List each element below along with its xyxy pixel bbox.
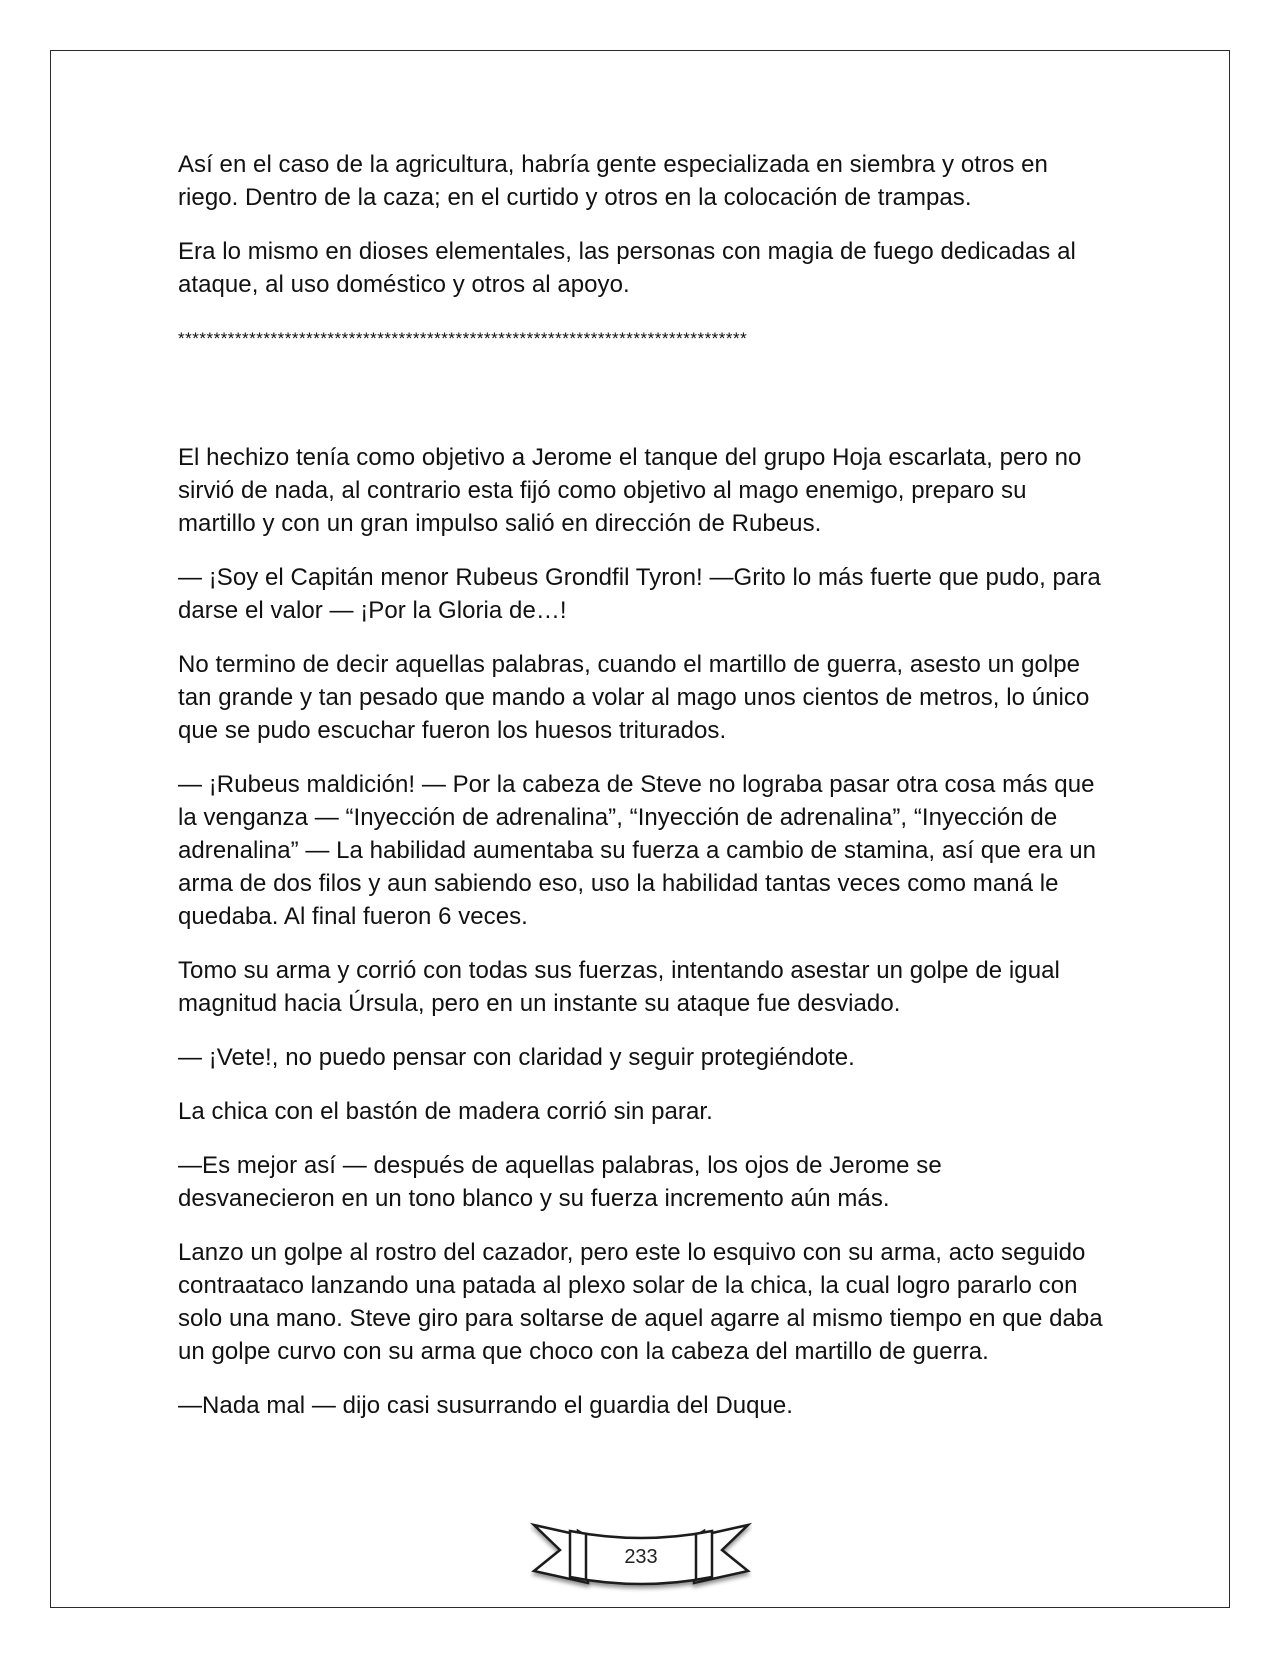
page-body-text bbox=[178, 148, 1103, 1443]
ribbon-banner-icon bbox=[530, 1517, 752, 1593]
paragraph: Era lo mismo en dioses elementales, las personas con magia de fuego dedicadas al ataque, al uso doméstico y otros al apoyo. bbox=[178, 238, 1076, 298]
page-number: 233 bbox=[624, 1546, 658, 1568]
paragraph: —Es mejor así — después de aquellas palabras, los ojos de Jerome se desvanecieron en un tono blanco y su fuerza incremento aún más. bbox=[178, 1152, 942, 1212]
paragraph: — ¡Soy el Capitán menor Rubeus Grondfil Tyron! —Grito lo más fuerte que pudo, para darse el valor — ¡Por la Gloria de…! bbox=[178, 564, 1101, 624]
paragraph: No termino de decir aquellas palabras, cuando el martillo de guerra, asesto un golpe tan grande y tan pesado que mando a volar al mago unos cientos de metros, lo único que se pudo escuchar fueron los huesos triturados. bbox=[178, 651, 1090, 744]
paragraph: Lanzo un golpe al rostro del cazador, pero este lo esquivo con su arma, acto seguido contraataco lanzando una patada al plexo solar de la chica, la cual logro pararlo con solo una mano. Steve giro para soltarse de aquel agarre al mismo tiempo en que daba un golpe curvo con su arma que choco con la cabeza del martillo de guerra. bbox=[178, 1239, 1103, 1365]
paragraph: La chica con el bastón de madera corrió sin parar. bbox=[178, 1098, 713, 1125]
paragraph: —Nada mal — dijo casi susurrando el guardia del Duque. bbox=[178, 1392, 794, 1419]
section-gap bbox=[178, 355, 1103, 441]
paragraph: — ¡Vete!, no puedo pensar con claridad y seguir protegiéndote. bbox=[178, 1044, 855, 1071]
paragraph: El hechizo tenía como objetivo a Jerome el tanque del grupo Hoja escarlata, pero no sirvió de nada, al contrario esta fijó como objetivo al mago enemigo, preparo su martillo y con un gran impulso salió en dirección de Rubeus. bbox=[178, 444, 1082, 537]
paragraph: Tomo su arma y corrió con todas sus fuerzas, intentando asestar un golpe de igual magnitud hacia Úrsula, pero en un instante su ataque fue desviado. bbox=[178, 957, 1060, 1017]
paragraph: — ¡Rubeus maldición! — Por la cabeza de Steve no lograba pasar otra cosa más que la venganza — “Inyección de adrenalina”, “Inyección de adrenalina”, “Inyección de adrenalina” — La habilidad aumentaba su fuerza a cambio de stamina, así que era un arma de dos filos y aun sabiendo eso, uso la habilidad tantas veces como maná le quedaba. Al final fueron 6 veces. bbox=[178, 771, 1097, 930]
paragraph: Así en el caso de la agricultura, habría gente especializada en siembra y otros en riego. Dentro de la caza; en el curtido y otros en la colocación de trampas. bbox=[178, 151, 1048, 211]
page-number-ribbon bbox=[530, 1517, 752, 1593]
section-separator: ******************************************************************************** bbox=[178, 329, 748, 348]
